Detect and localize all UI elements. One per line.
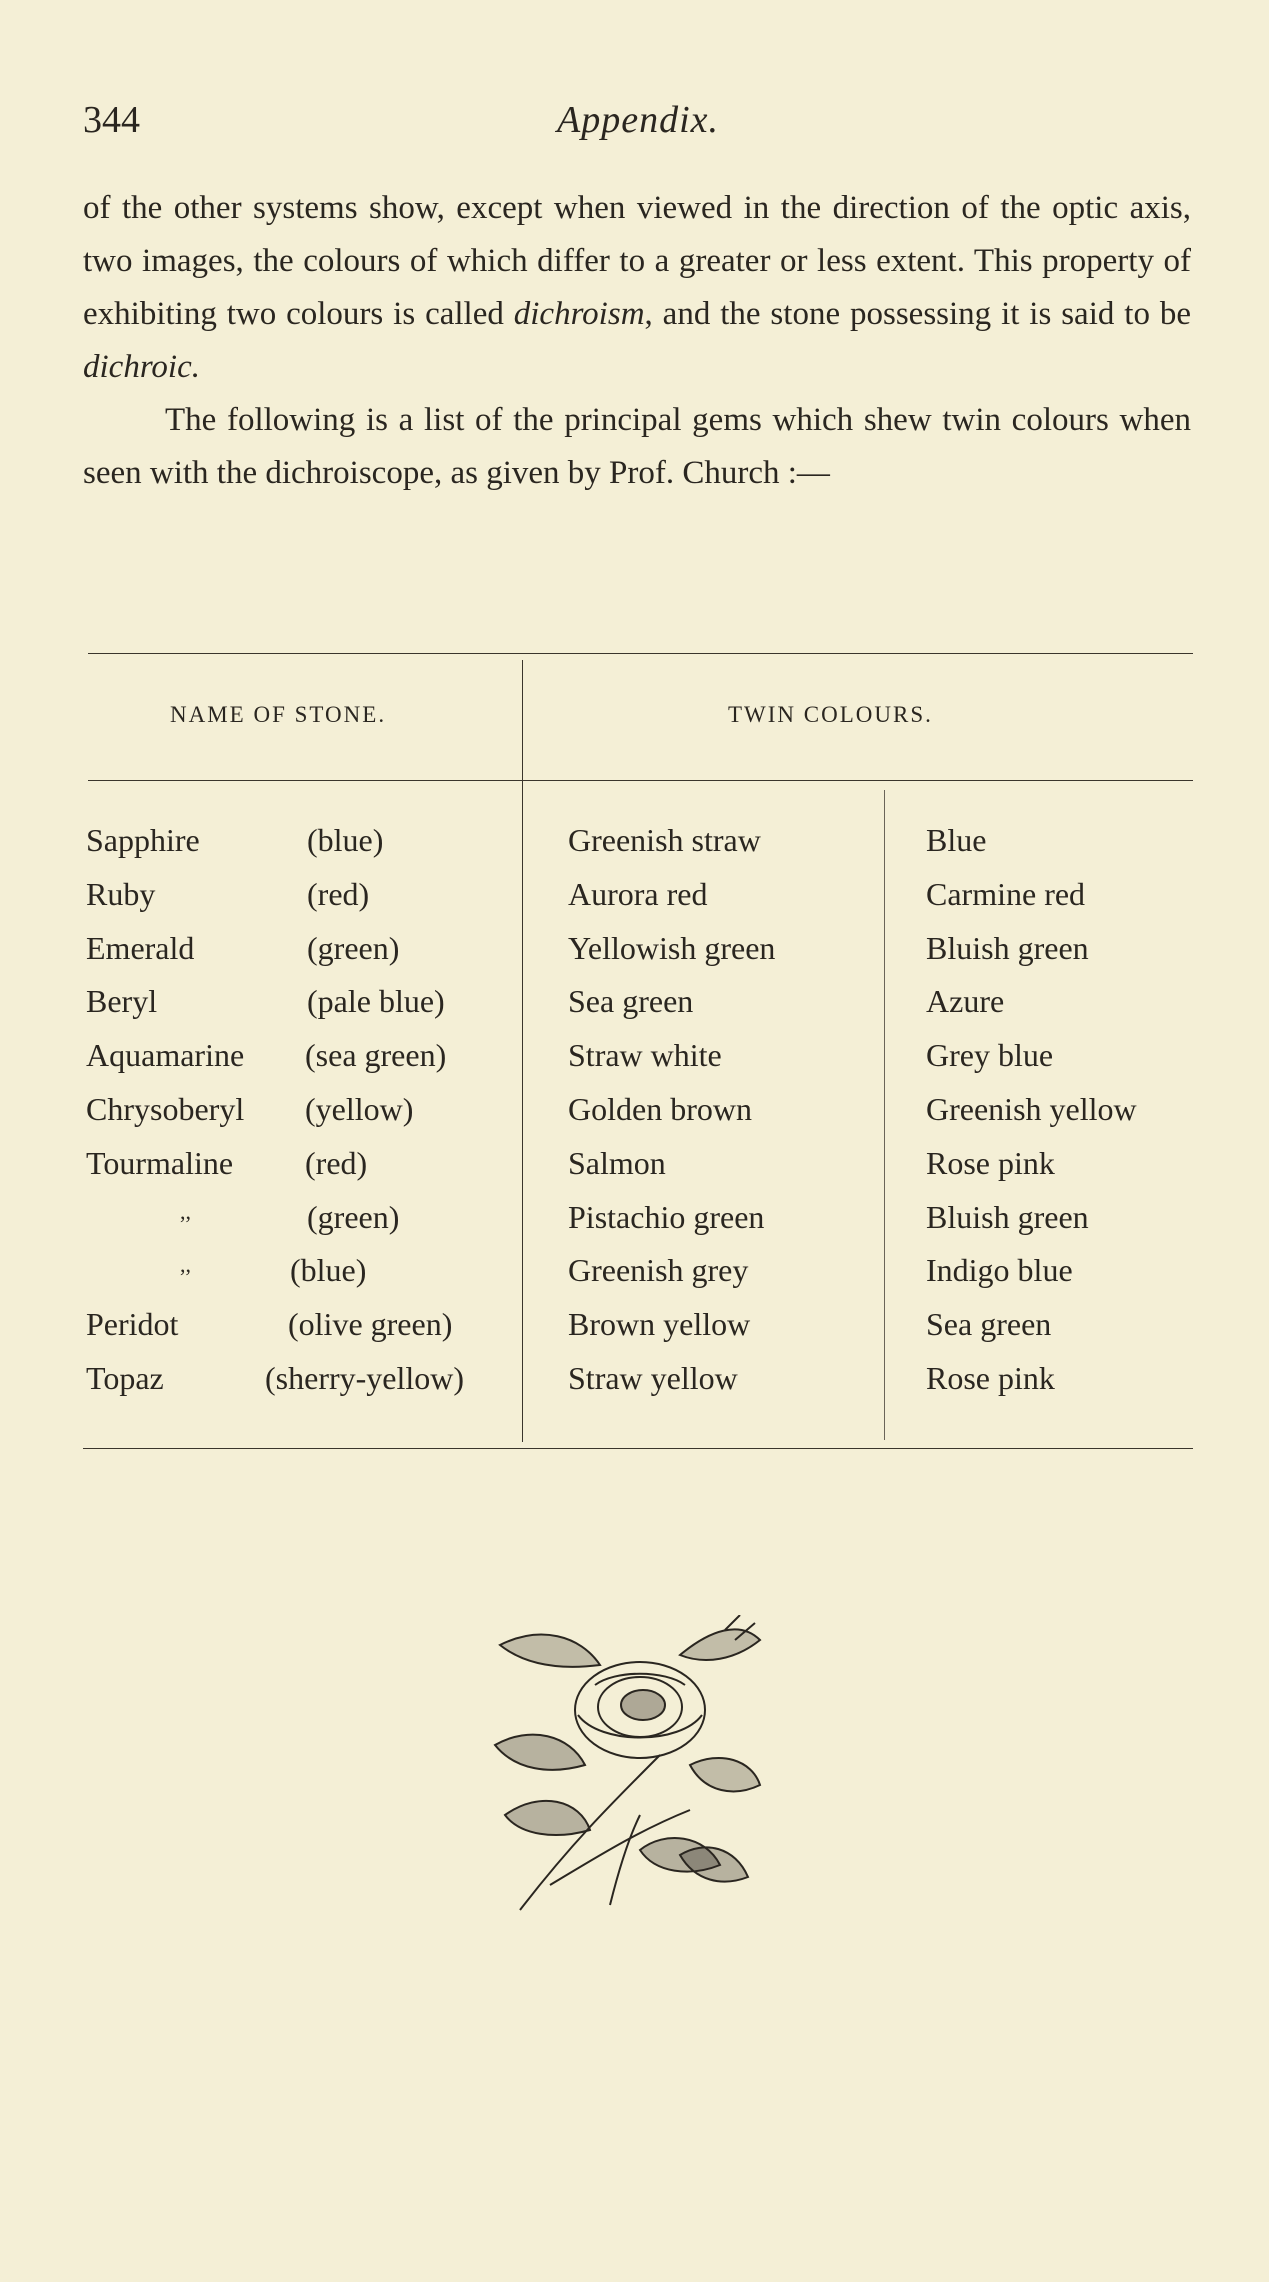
twin-colour-1: Greenish straw	[568, 822, 761, 858]
stone-note: (sherry-yellow)	[265, 1360, 465, 1396]
twin-colour-2: Indigo blue	[926, 1252, 1073, 1288]
stone-name: Peridot	[86, 1306, 179, 1342]
term-dichroism: dichroism	[513, 296, 645, 332]
term-dichroic: dichroic.	[83, 349, 200, 385]
paragraph-1-part-2: , and the stone possessing it is said to be	[644, 296, 1191, 332]
stone-note: (sea green)	[305, 1037, 447, 1073]
page-number: 344	[83, 99, 140, 141]
twin-colour-1: Aurora red	[568, 876, 708, 912]
twin-colour-1: Yellowish green	[568, 930, 776, 966]
stone-note: (blue)	[290, 1252, 367, 1288]
twin-colour-1: Pistachio green	[568, 1199, 765, 1235]
stone-note: (green)	[307, 930, 400, 966]
stone-note: (green)	[307, 1199, 400, 1235]
stone-note: (olive green)	[288, 1306, 453, 1342]
page-header	[83, 98, 1193, 148]
header-twin-colours: TWIN COLOURS.	[728, 702, 933, 727]
stone-note: (blue)	[307, 822, 384, 858]
stone-note: (yellow)	[305, 1091, 414, 1127]
table-top-rule	[88, 653, 1193, 654]
twin-colour-1: Greenish grey	[568, 1252, 749, 1288]
twin-colour-2: Rose pink	[926, 1145, 1055, 1181]
twin-colour-2: Bluish green	[926, 1199, 1089, 1235]
column-divider-colours	[884, 790, 885, 1440]
twin-colour-1: Golden brown	[568, 1091, 752, 1127]
paragraph-1-part-1: of the other systems show, except when viewed in the direction of the optic axis, two images, the colours of which differ to a greater or less extent. This property of exhibiting two colours is called	[83, 190, 1191, 332]
body-text	[83, 182, 1191, 500]
table-header-rule	[88, 780, 1193, 781]
stone-name: Aquamarine	[86, 1037, 245, 1073]
twin-colour-2: Greenish yellow	[926, 1091, 1137, 1127]
rose-vignette-icon	[490, 1615, 780, 1915]
stone-name: Sapphire	[86, 822, 200, 858]
stone-name: Chrysoberyl	[86, 1091, 245, 1127]
stone-name: Topaz	[86, 1360, 164, 1396]
stone-name: Emerald	[86, 930, 195, 966]
stone-name: Ruby	[86, 876, 156, 912]
stone-name: Tourmaline	[86, 1145, 234, 1181]
stone-name: ,,	[180, 1252, 191, 1277]
twin-colour-1: Sea green	[568, 983, 694, 1019]
twin-colour-1: Straw white	[568, 1037, 722, 1073]
twin-colour-2: Carmine red	[926, 876, 1086, 912]
twin-colour-2: Bluish green	[926, 930, 1089, 966]
header-name-of-stone: NAME OF STONE.	[170, 702, 387, 727]
paragraph-2: The following is a list of the principal gems which shew twin colours when seen with the dichroiscope, as given by Prof. Church :—	[83, 402, 1191, 491]
twin-colour-2: Blue	[926, 822, 987, 858]
twin-colour-1: Straw yellow	[568, 1360, 738, 1396]
stone-name: Beryl	[86, 983, 158, 1019]
twin-colour-1: Salmon	[568, 1145, 666, 1181]
stone-note: (red)	[305, 1145, 368, 1181]
twin-colour-1: Brown yellow	[568, 1306, 751, 1342]
column-divider-name	[522, 660, 523, 1442]
twin-colour-2: Sea green	[926, 1306, 1052, 1342]
twin-colour-2: Azure	[926, 983, 1005, 1019]
stone-note: (red)	[307, 876, 370, 912]
stone-note: (pale blue)	[307, 983, 445, 1019]
twin-colour-2: Grey blue	[926, 1037, 1054, 1073]
table-bottom-rule	[83, 1448, 1193, 1449]
paragraph-1	[83, 182, 1191, 394]
stone-name: ,,	[180, 1199, 191, 1224]
running-head: Appendix.	[556, 99, 719, 141]
twin-colour-2: Rose pink	[926, 1360, 1055, 1396]
